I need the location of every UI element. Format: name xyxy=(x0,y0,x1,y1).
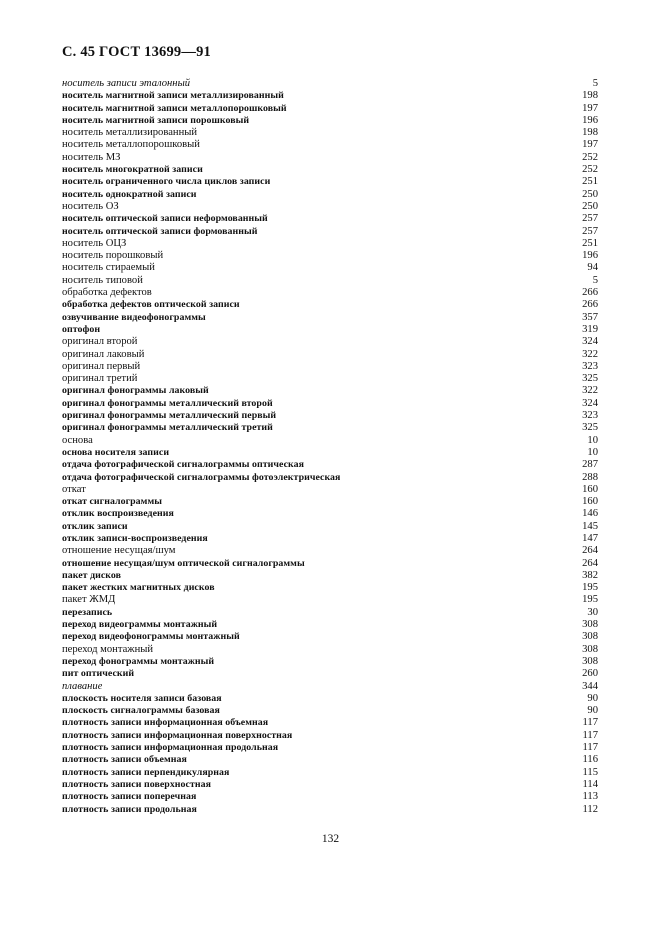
index-entry xyxy=(62,705,598,717)
index-page-ref: 252 xyxy=(582,164,598,176)
index-entry xyxy=(62,656,598,668)
index-page-ref: 266 xyxy=(582,299,598,311)
index-page-ref: 357 xyxy=(582,311,598,323)
index-entry xyxy=(62,127,598,139)
index-entry xyxy=(62,693,598,705)
index-term: откат сигналограммы xyxy=(62,496,162,508)
index-page-ref: 117 xyxy=(582,717,598,729)
index-page-ref: 250 xyxy=(582,200,598,212)
index-entry xyxy=(62,607,598,619)
index-entry xyxy=(62,754,598,766)
index-term: носитель магнитной записи металлопорошковый xyxy=(62,102,287,114)
index-page-ref: 325 xyxy=(582,422,598,434)
index-page-ref: 264 xyxy=(582,557,598,569)
index-page-ref: 160 xyxy=(582,496,598,508)
index-page-ref: 117 xyxy=(582,729,598,741)
index-page-ref: 324 xyxy=(582,336,598,348)
index-term: пакет ЖМД xyxy=(62,594,116,606)
index-entry xyxy=(62,717,598,729)
index-page-ref: 264 xyxy=(582,545,598,557)
index-page-ref: 308 xyxy=(582,619,598,631)
index-page-ref: 319 xyxy=(582,323,598,335)
index-entry xyxy=(62,545,598,557)
index-page-ref: 114 xyxy=(582,778,598,790)
index-term: носитель многократной записи xyxy=(62,164,203,176)
index-term: оригинал лаковый xyxy=(62,348,145,360)
index-term: обработка дефектов оптической записи xyxy=(62,299,240,311)
index-term: переход видеограммы монтажный xyxy=(62,619,218,631)
index-entry xyxy=(62,484,598,496)
index-entry xyxy=(62,312,598,324)
index-entry xyxy=(62,644,598,656)
index-entry xyxy=(62,422,598,434)
index-term: откат xyxy=(62,483,86,495)
index-term: отношение несущая/шум оптической сигналограммы xyxy=(62,557,305,569)
index-entry xyxy=(62,631,598,643)
index-entry xyxy=(62,558,598,570)
index-term: носитель порошковый xyxy=(62,250,164,262)
index-page-ref: 115 xyxy=(582,766,598,778)
index-term: озвучивание видеофонограммы xyxy=(62,311,206,323)
index-term: оригинал фонограммы лаковый xyxy=(62,385,209,397)
index-page-ref: 308 xyxy=(582,643,598,655)
index-term: носитель ОЦЗ xyxy=(62,237,127,249)
index-entry xyxy=(62,767,598,779)
index-entry xyxy=(62,78,598,90)
index-term: основа xyxy=(62,434,93,446)
index-term: плотность записи объемная xyxy=(62,754,187,766)
index-page-ref: 160 xyxy=(582,483,598,495)
index-term: плотность записи поперечная xyxy=(62,791,197,803)
index-page-ref: 197 xyxy=(582,102,598,114)
index-entry xyxy=(62,90,598,102)
index-term: носитель оптической записи формованный xyxy=(62,225,258,237)
index-entry xyxy=(62,459,598,471)
index-page-ref: 288 xyxy=(582,471,598,483)
index-term: носитель ограниченного числа циклов записи xyxy=(62,176,271,188)
index-entry xyxy=(62,410,598,422)
index-entry xyxy=(62,262,598,274)
index-page-ref: 308 xyxy=(582,631,598,643)
index-entry xyxy=(62,668,598,680)
index-term: оригинал первый xyxy=(62,360,141,372)
index-term: оригинал второй xyxy=(62,336,138,348)
index-term: плотность записи продольная xyxy=(62,803,197,815)
index-page-ref: 260 xyxy=(582,668,598,680)
index-page-ref: 323 xyxy=(582,410,598,422)
index-entry xyxy=(62,238,598,250)
index-entry xyxy=(62,349,598,361)
index-term: носитель однократной записи xyxy=(62,188,197,200)
index-entry xyxy=(62,115,598,127)
index-term: основа носителя записи xyxy=(62,446,170,458)
index-page-ref: 196 xyxy=(582,114,598,126)
index-page-ref: 10 xyxy=(587,446,598,458)
index-page-ref: 195 xyxy=(582,594,598,606)
index-entry xyxy=(62,804,598,816)
index-page-ref: 10 xyxy=(587,434,598,446)
index-entry xyxy=(62,582,598,594)
index-page-ref: 94 xyxy=(587,262,598,274)
index-term: оригинал фонограммы металлический второй xyxy=(62,397,273,409)
index-term: отношение несущая/шум xyxy=(62,545,176,557)
index-term: оригинал третий xyxy=(62,373,138,385)
index-entry xyxy=(62,226,598,238)
index-entry xyxy=(62,336,598,348)
index-entry xyxy=(62,287,598,299)
index-entry xyxy=(62,435,598,447)
index-entry xyxy=(62,472,598,484)
index-entry xyxy=(62,533,598,545)
index-entry xyxy=(62,324,598,336)
index-page-ref: 145 xyxy=(582,520,598,532)
index-page-ref: 257 xyxy=(582,225,598,237)
index-entry xyxy=(62,447,598,459)
index-term: носитель магнитной записи металлизированный xyxy=(62,90,284,102)
index-term: переход видеофонограммы монтажный xyxy=(62,631,240,643)
index-page-ref: 266 xyxy=(582,287,598,299)
index-page-ref: 197 xyxy=(582,139,598,151)
index-page-ref: 322 xyxy=(582,348,598,360)
index-page-ref: 5 xyxy=(592,274,598,286)
page-header: С. 45 ГОСТ 13699—91 xyxy=(62,44,211,60)
index-page-ref: 198 xyxy=(582,127,598,139)
index-entry xyxy=(62,275,598,287)
index-term: отклик записи xyxy=(62,520,128,532)
index-entry xyxy=(62,176,598,188)
index-page-ref: 90 xyxy=(587,692,598,704)
index-page-ref: 251 xyxy=(582,237,598,249)
index-page-ref: 147 xyxy=(582,532,598,544)
index-page-ref: 250 xyxy=(582,188,598,200)
index-page-ref: 257 xyxy=(582,213,598,225)
index-page-ref: 112 xyxy=(582,803,598,815)
index-entry xyxy=(62,201,598,213)
index-term: переход монтажный xyxy=(62,643,154,655)
index-term: плотность записи поверхностная xyxy=(62,778,211,790)
page-number: 132 xyxy=(321,833,340,845)
index-term: носитель металлизированный xyxy=(62,127,198,139)
index-page-ref: 251 xyxy=(582,176,598,188)
index-entry xyxy=(62,361,598,373)
index-term: плотность записи информационная продольная xyxy=(62,742,279,754)
index-entry xyxy=(62,152,598,164)
index-term: плотность записи информационная поверхностная xyxy=(62,729,293,741)
index-entry xyxy=(62,570,598,582)
index-page-ref: 324 xyxy=(582,397,598,409)
index-page-ref: 308 xyxy=(582,655,598,667)
index-page-ref: 146 xyxy=(582,508,598,520)
index-entry xyxy=(62,189,598,201)
index-page-ref: 344 xyxy=(582,680,598,692)
index-term: носитель ОЗ xyxy=(62,200,119,212)
index-term: плотность записи информационная объемная xyxy=(62,717,269,729)
index-term: пит оптический xyxy=(62,668,135,680)
index-page-ref: 113 xyxy=(582,791,598,803)
index-entry xyxy=(62,103,598,115)
index-term: пакет дисков xyxy=(62,569,122,581)
index-page-ref: 195 xyxy=(582,582,598,594)
index-term: отклик записи-воспроизведения xyxy=(62,532,208,544)
index-page-ref: 287 xyxy=(582,459,598,471)
index-term: оптофон xyxy=(62,323,101,335)
index-term: плоскость носителя записи базовая xyxy=(62,692,222,704)
index-term: перезапись xyxy=(62,606,113,618)
index-entry xyxy=(62,594,598,606)
index-term: отклик воспроизведения xyxy=(62,508,174,520)
index-entry xyxy=(62,385,598,397)
index-term: носитель оптической записи неформованный xyxy=(62,213,268,225)
index-entry xyxy=(62,779,598,791)
index-term: плавание xyxy=(62,680,103,692)
index-entry xyxy=(62,681,598,693)
index-entry xyxy=(62,250,598,262)
index-entry xyxy=(62,398,598,410)
index-entry xyxy=(62,742,598,754)
index-term: носитель стираемый xyxy=(62,262,155,274)
term-index-list xyxy=(62,78,598,816)
index-entry xyxy=(62,508,598,520)
index-term: носитель типовой xyxy=(62,274,143,286)
index-term: отдача фотографической сигналограммы фотоэлектрическая xyxy=(62,471,341,483)
index-term: плотность записи перпендикулярная xyxy=(62,766,230,778)
index-entry xyxy=(62,730,598,742)
index-page-ref: 325 xyxy=(582,373,598,385)
index-term: носитель металлопорошковый xyxy=(62,139,200,151)
index-entry xyxy=(62,619,598,631)
index-term: обработка дефектов xyxy=(62,287,152,299)
index-entry xyxy=(62,496,598,508)
index-page-ref: 323 xyxy=(582,360,598,372)
index-page-ref: 322 xyxy=(582,385,598,397)
index-entry xyxy=(62,164,598,176)
index-page-ref: 90 xyxy=(587,705,598,717)
index-entry xyxy=(62,521,598,533)
index-page-ref: 116 xyxy=(582,754,598,766)
index-term: оригинал фонограммы металлический первый xyxy=(62,410,277,422)
index-term: носитель магнитной записи порошковый xyxy=(62,114,250,126)
index-term: оригинал фонограммы металлический третий xyxy=(62,422,273,434)
index-term: носитель записи эталонный xyxy=(62,78,191,89)
index-entry xyxy=(62,139,598,151)
index-page-ref: 382 xyxy=(582,569,598,581)
index-page-ref: 198 xyxy=(582,90,598,102)
index-term: пакет жестких магнитных дисков xyxy=(62,582,215,594)
index-entry xyxy=(62,213,598,225)
index-page-ref: 196 xyxy=(582,250,598,262)
index-page-ref: 117 xyxy=(582,742,598,754)
index-entry xyxy=(62,299,598,311)
index-entry xyxy=(62,791,598,803)
index-term: носитель МЗ xyxy=(62,151,121,163)
index-page-ref: 252 xyxy=(582,151,598,163)
index-term: плоскость сигналограммы базовая xyxy=(62,705,220,717)
index-term: отдача фотографической сигналограммы оптическая xyxy=(62,459,304,471)
index-entry xyxy=(62,373,598,385)
index-page-ref: 5 xyxy=(592,78,598,89)
index-page-ref: 30 xyxy=(587,606,598,618)
index-term: переход фонограммы монтажный xyxy=(62,655,215,667)
